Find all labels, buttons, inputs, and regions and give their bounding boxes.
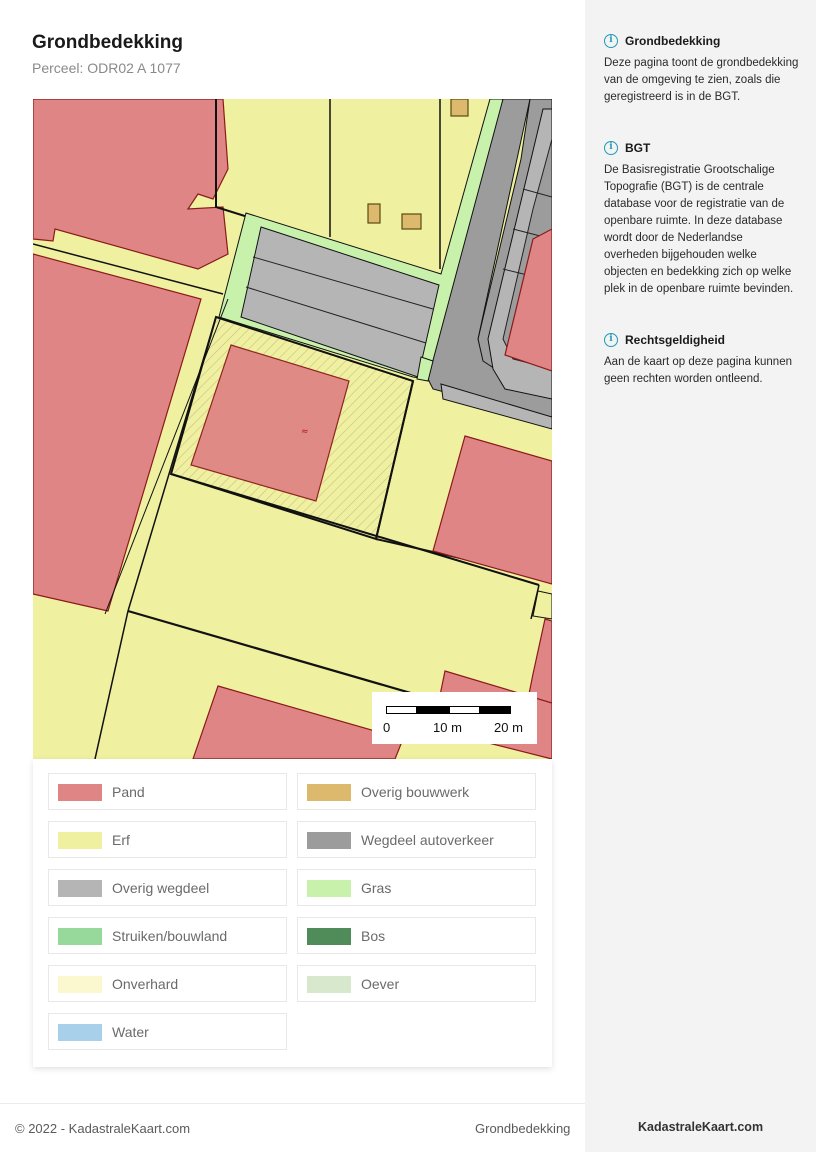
map-canvas — [33, 99, 552, 759]
legend-swatch — [58, 1024, 102, 1041]
scale-bar — [372, 692, 537, 744]
page-subtitle: Perceel: ODR02 A 1077 — [32, 60, 181, 76]
legend-item — [48, 965, 287, 1002]
legend-swatch — [58, 976, 102, 993]
legend-label: Struiken/bouwland — [112, 928, 228, 944]
footer-page-name: Grondbedekking — [475, 1121, 571, 1136]
scale-label-10: 10 m — [433, 720, 462, 735]
info-icon: i — [604, 34, 618, 48]
page-title: Grondbedekking — [32, 32, 183, 53]
outbuilding — [368, 204, 380, 223]
legend-item — [48, 821, 287, 858]
legend-label: Erf — [112, 832, 130, 848]
legend-label: Overig bouwwerk — [361, 784, 470, 800]
info-section-title: Grondbedekking — [625, 34, 721, 48]
info-section-body: Aan de kaart op deze pagina kunnen geen rechten worden ontleend. — [604, 356, 792, 385]
outbuilding — [451, 99, 468, 116]
legend-swatch — [58, 832, 102, 849]
legend-swatch — [307, 880, 351, 897]
ground-cover-map[interactable] — [33, 99, 552, 759]
legend-swatch — [58, 784, 102, 801]
legend-swatch — [307, 976, 351, 993]
legend-item — [48, 869, 287, 906]
legend-item — [48, 1013, 287, 1050]
legend-item — [297, 917, 536, 954]
parcel-label: ≈ — [301, 427, 309, 437]
legend-item — [48, 917, 287, 954]
legend-swatch — [307, 928, 351, 945]
legend-label: Wegdeel autoverkeer — [361, 832, 494, 848]
legend-label: Bos — [361, 928, 386, 944]
legend-swatch — [307, 784, 351, 801]
legend-label: Water — [112, 1024, 149, 1040]
info-section-grondbedekking — [604, 33, 800, 106]
legend-item — [297, 773, 536, 810]
legend-label: Onverhard — [112, 976, 179, 992]
footer-brand[interactable]: KadastraleKaart.com — [638, 1120, 764, 1134]
info-section-body: Deze pagina toont de grondbedekking van de omgeving te zien, zoals die geregistreerd is in de BGT. — [604, 57, 799, 103]
info-section-bgt — [604, 140, 800, 298]
legend-item — [297, 869, 536, 906]
legend-swatch — [58, 928, 102, 945]
legend-label: Oever — [361, 976, 400, 992]
legend-label: Overig wegdeel — [112, 880, 210, 896]
info-section-title: Rechtsgeldigheid — [625, 333, 726, 347]
scale-label-20: 20 m — [494, 720, 523, 735]
legend-swatch — [307, 832, 351, 849]
legend-swatch — [58, 880, 102, 897]
info-section-title: BGT — [625, 141, 651, 155]
info-icon: i — [604, 141, 618, 155]
legend-item — [297, 821, 536, 858]
legend-label: Pand — [112, 784, 145, 800]
info-icon: i — [604, 333, 618, 347]
info-section-body: De Basisregistratie Grootschalige Topografie (BGT) is de centrale database voor de registratie van de openbare ruimte. In deze database wordt door de Nederlandse overheden bijgehouden welke objecten en bedekking zich op welke plek in de openbare ruimte bevinden. — [604, 164, 794, 295]
outbuilding — [402, 214, 421, 229]
map-legend — [33, 759, 552, 1067]
footer-copyright: © 2022 - KadastraleKaart.com — [15, 1121, 191, 1136]
legend-item — [48, 773, 287, 810]
footer-divider — [0, 1103, 585, 1104]
scale-label-0: 0 — [383, 720, 391, 735]
info-section-rechtsgeldigheid — [604, 332, 800, 388]
legend-item — [297, 965, 536, 1002]
legend-label: Gras — [361, 880, 392, 896]
